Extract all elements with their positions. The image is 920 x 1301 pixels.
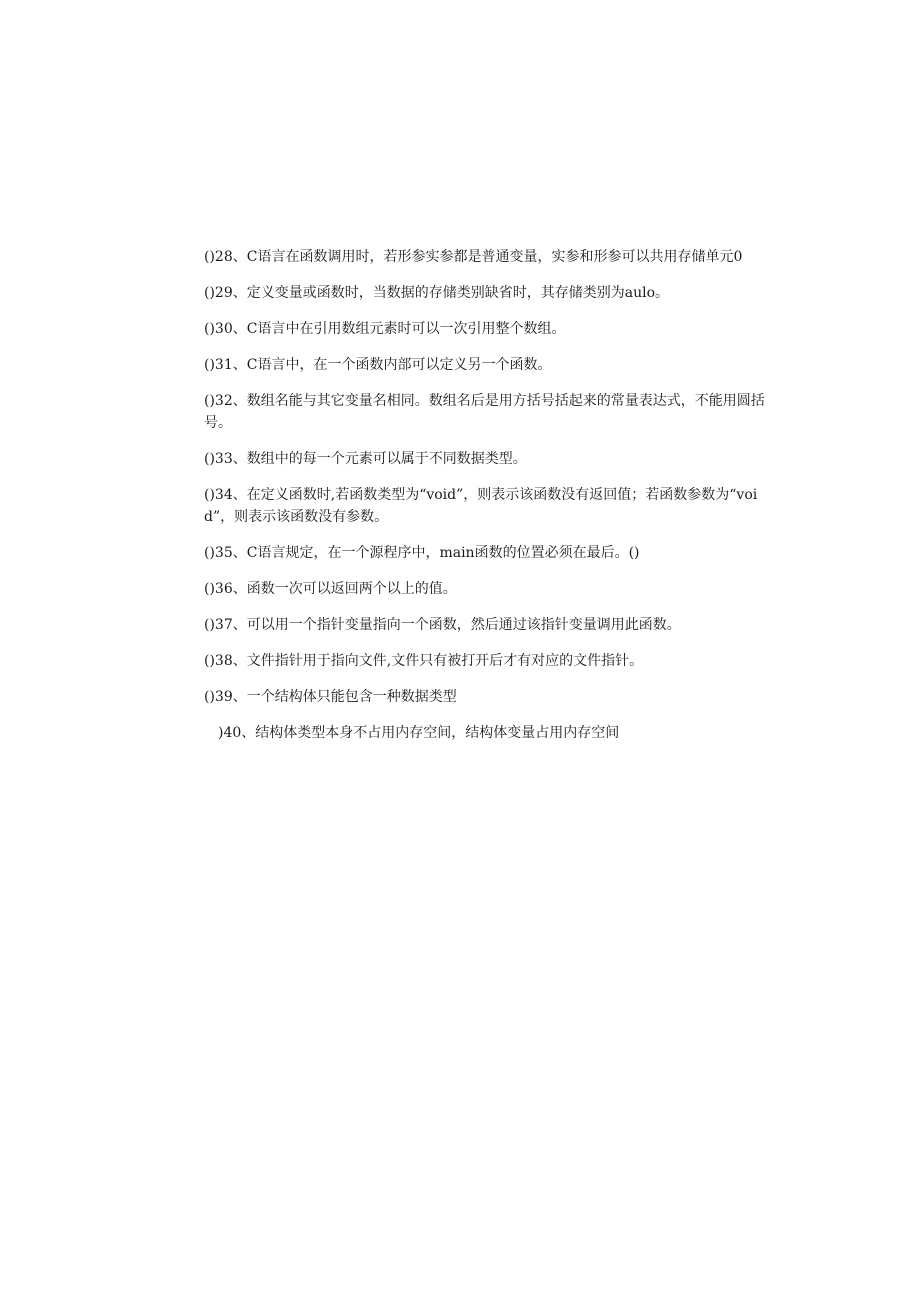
- question-28: ()28、C语言在函数调用时，若形参实参都是普通变量，实参和形参可以共用存储单元0: [204, 249, 743, 265]
- question-38: ()38、文件指针用于指向文件,文件只有被打开后才有对应的文件指针。: [204, 653, 644, 669]
- question-33: ()33、数组中的每一个元素可以属于不同数据类型。: [204, 451, 527, 467]
- question-37: ()37、可以用一个指针变量指向一个函数，然后通过该指针变量调用此函数。: [204, 617, 681, 633]
- question-35: ()35、C语言规定，在一个源程序中，main函数的位置必须在最后。(): [204, 545, 640, 561]
- question-32: ()32、数组名能与其它变量名相同。数组名后是用方括号括起来的常量表达式，不能用圆括号。: [204, 393, 765, 431]
- question-40: )40、结构体类型本身不占用内存空间，结构体变量占用内存空间: [218, 725, 620, 741]
- question-34: ()34、在定义函数时,若函数类型为“void”，则表示该函数没有返回值；若函数参数为“void”，则表示该函数没有参数。: [204, 487, 758, 525]
- question-36: ()36、函数一次可以返回两个以上的值。: [204, 581, 457, 597]
- question-30: ()30、C语言中在引用数组元素时可以一次引用整个数组。: [204, 321, 566, 337]
- question-29: ()29、定义变量或函数时，当数据的存储类别缺省时，其存储类别为aulo。: [204, 285, 670, 301]
- question-39: ()39、一个结构体只能包含一种数据类型: [204, 689, 457, 705]
- question-31: ()31、C语言中，在一个函数内部可以定义另一个函数。: [204, 357, 552, 373]
- question-list: [204, 246, 784, 758]
